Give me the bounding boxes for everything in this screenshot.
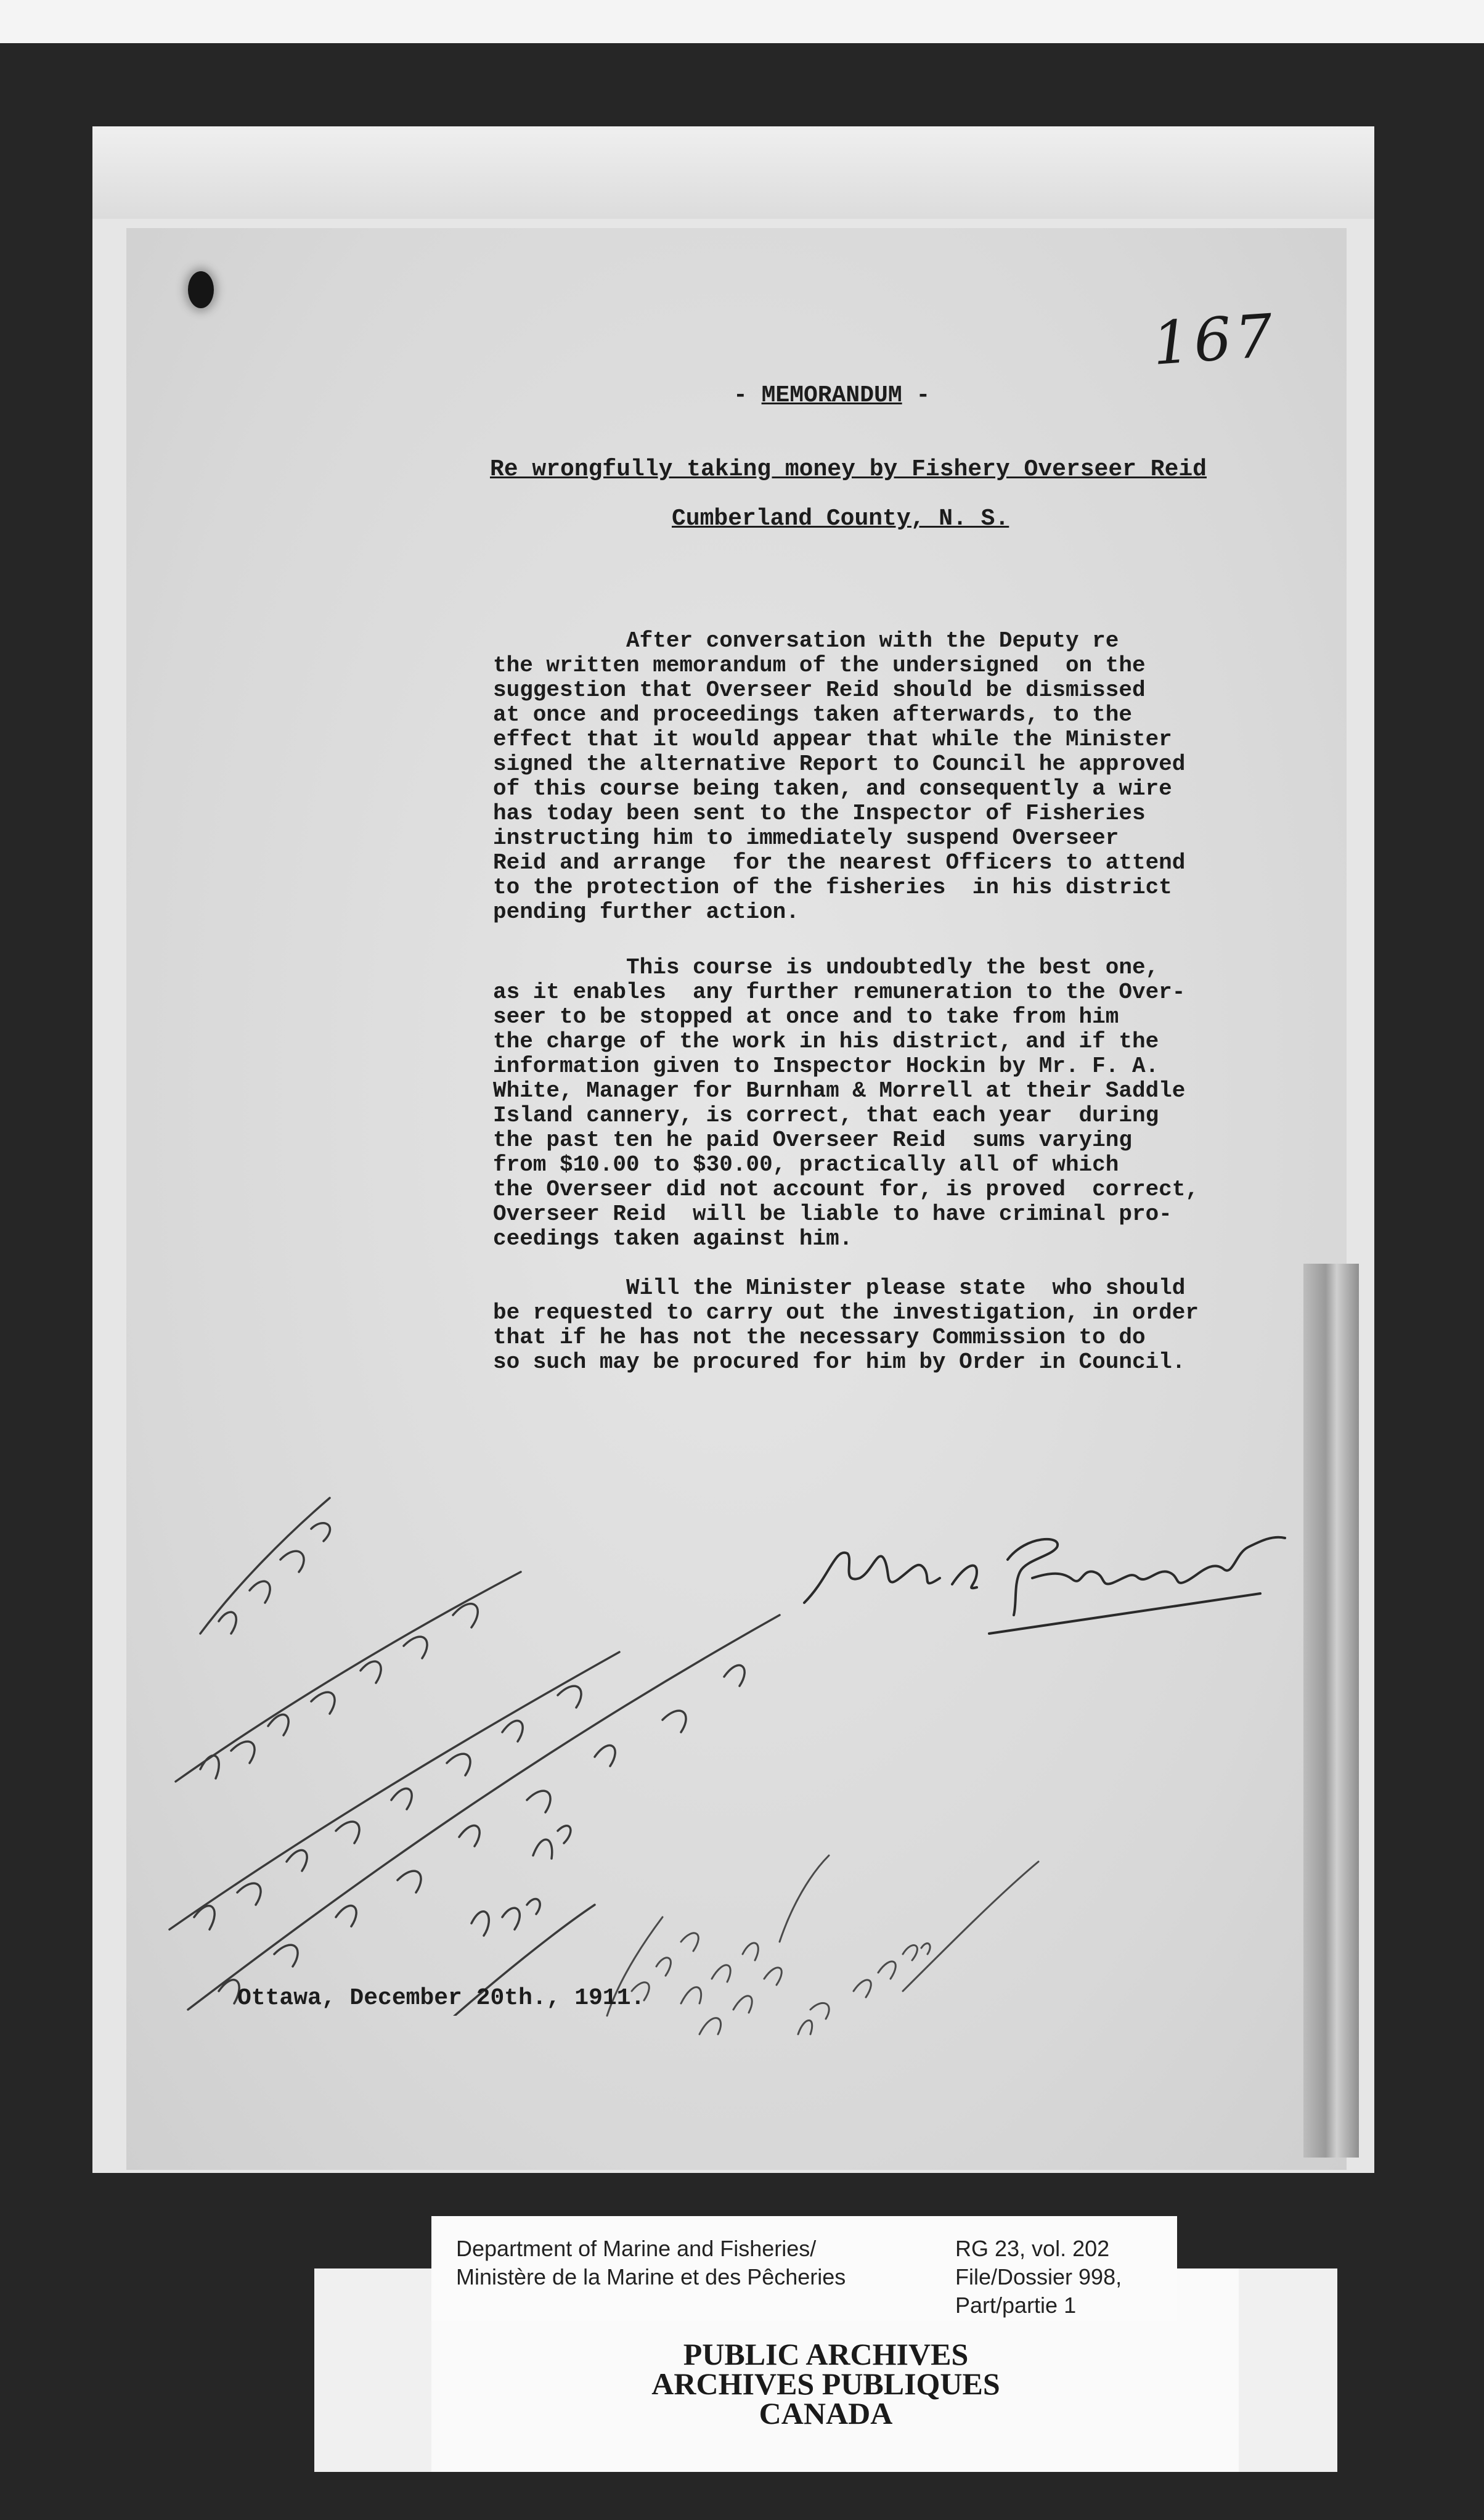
archive-title-line: ARCHIVES PUBLIQUES (651, 2367, 1000, 2401)
folio-number: 167 (1150, 301, 1279, 378)
archive-title (314, 2337, 1337, 2431)
memorandum-page (126, 228, 1347, 2170)
memo-paragraph: Will the Minister please state who should be requested to carry out the investigation, in order that if he has not the necessary Commission to do so such may be procured for him by Order in Council. (493, 1275, 1199, 1375)
department-name: Department of Marine and Fisheries/ Ministère de la Marine et des Pêcheries (456, 2236, 846, 2289)
memo-heading-text: MEMORANDUM (761, 382, 902, 409)
memo-heading: - MEMORANDUM - (733, 382, 931, 409)
archive-title-line: CANADA (759, 2396, 893, 2431)
handwritten-filing-note (126, 228, 1347, 2077)
memo-paragraph: After conversation with the Deputy re the written memorandum of the undersigned on the suggestion that Overseer Reid should be dismissed at once and proceedings taken afterwards, to the effect that it would appear that while the Minister signed the alternative Report to Council he approved of this course being taken, and consequently a wire has today been sent to the Inspector of Fisheries instructing him to immediately suspend Overseer Reid and arrange for the nearest Officers to attend to the protection of the fisheries in his district pending further action. (493, 628, 1186, 925)
memo-date-line: Ottawa, December 20th., 1911. (237, 1985, 645, 2011)
memo-paragraph: This course is undoubtedly the best one, as it enables any further remuneration to the Over- seer to be stopped at once and to take from him the charge of the work in his district, and if the information given to Inspector Hockin by Mr. F. A. White, Manager for Burnham & Morrell at their Saddle Island cannery, is correct, that each year during the past ten he paid Overseer Reid sums varying from $10.00 to $30.00, practically all of which the Overseer did not account for, is proved correct, Overseer Reid will be liable to have criminal pro- ceedings taken against him. (493, 955, 1199, 1251)
archive-reference: RG 23, vol. 202 File/Dossier 998, Part/partie 1 (955, 2236, 1122, 2318)
archive-title-line: PUBLIC ARCHIVES (683, 2337, 969, 2371)
memo-subject: Re wrongfully taking money by Fishery Overseer Reid (490, 456, 1207, 483)
top-border (0, 0, 1484, 43)
memo-county: Cumberland County, N. S. (672, 505, 1009, 532)
archive-reference-label (431, 2216, 1177, 2321)
